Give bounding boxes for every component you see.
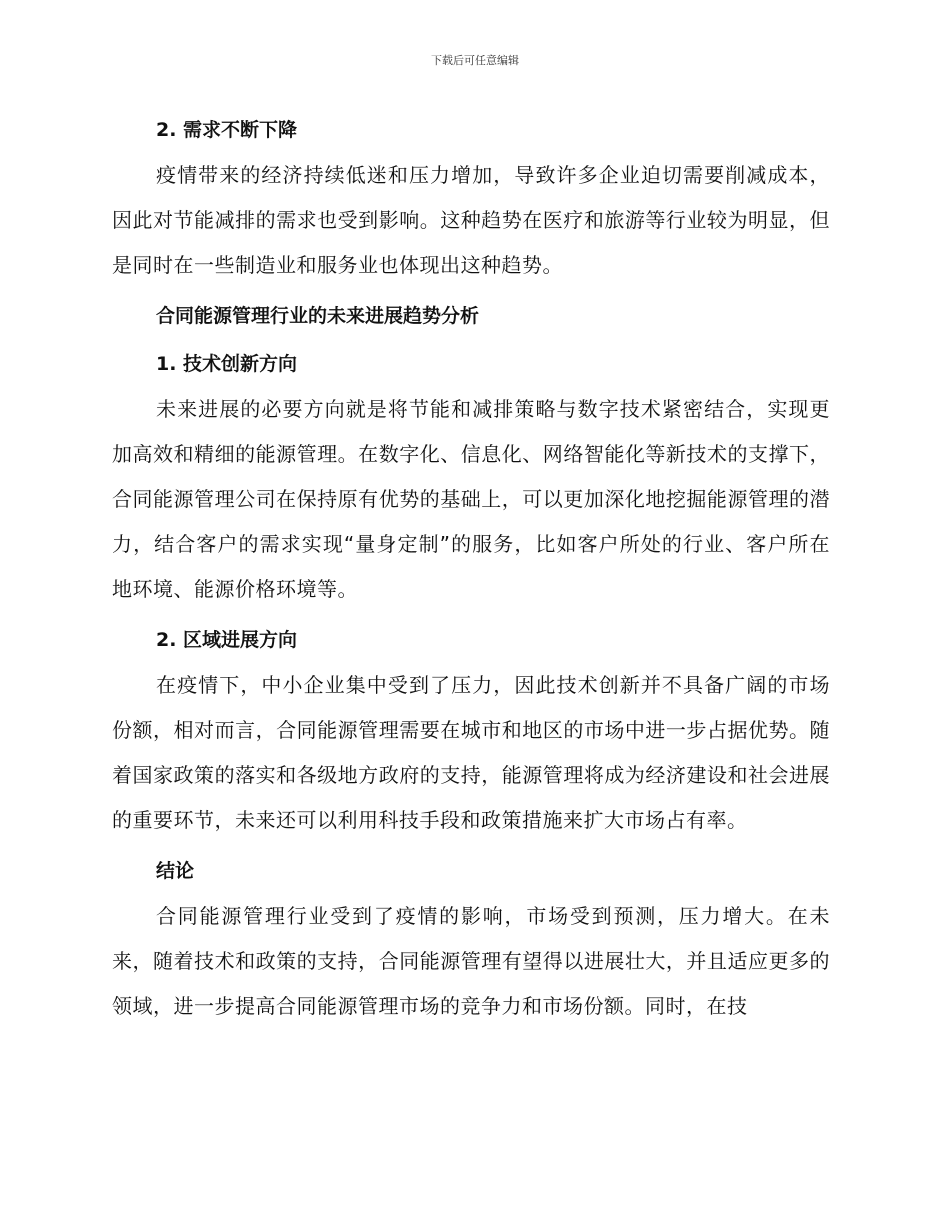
section-heading-tech-innovation: 1. 技术创新方向	[156, 353, 298, 375]
paragraph-regional-development: 在疫情下，中小企业集中受到了压力，因此技术创新并不具备广阔的市场份额，相对而言，合同能源管理需要在城市和地区的市场中进一步占据优势。随着国家政策的落实和各级地方政府的支持，能源管理将成为经济建设和社会进展的重要环节，未来还可以利用科技手段和政策措施来扩大市场占有率。	[112, 673, 830, 832]
paragraph-tech-innovation: 未来进展的必要方向就是将节能和减排策略与数字技术紧密结合，实现更加高效和精细的能源管理。在数字化、信息化、网络智能化等新技术的支撑下，合同能源管理公司在保持原有优势的基础上，可以更加深化地挖掘能源管理的潜力，结合客户的需求实现“量身定制”的服务，比如客户所处的行业、客户所在地环境、能源价格环境等。	[112, 397, 830, 601]
header-note: 下载后可任意编辑	[431, 54, 519, 67]
paragraph-conclusion: 合同能源管理行业受到了疫情的影响，市场受到预测，压力增大。在未来，随着技术和政策的支持，合同能源管理有望得以进展壮大，并且适应更多的领域，进一步提高合同能源管理市场的竞争力和市场份额。同时，在技	[112, 904, 830, 1018]
section-heading-future-trends: 合同能源管理行业的未来进展趋势分析	[156, 305, 480, 327]
document-body	[112, 110, 830, 1029]
paragraph-demand-decline: 疫情带来的经济持续低迷和压力增加，导致许多企业迫切需要削减成本，因此对节能减排的需求也受到影响。这种趋势在医疗和旅游等行业较为明显，但是同时在一些制造业和服务业也体现出这种趋势。	[112, 163, 830, 277]
section-heading-regional-development: 2. 区域进展方向	[156, 629, 298, 651]
section-heading-conclusion: 结论	[156, 860, 195, 882]
section-heading-demand-decline: 2. 需求不断下降	[156, 119, 298, 141]
